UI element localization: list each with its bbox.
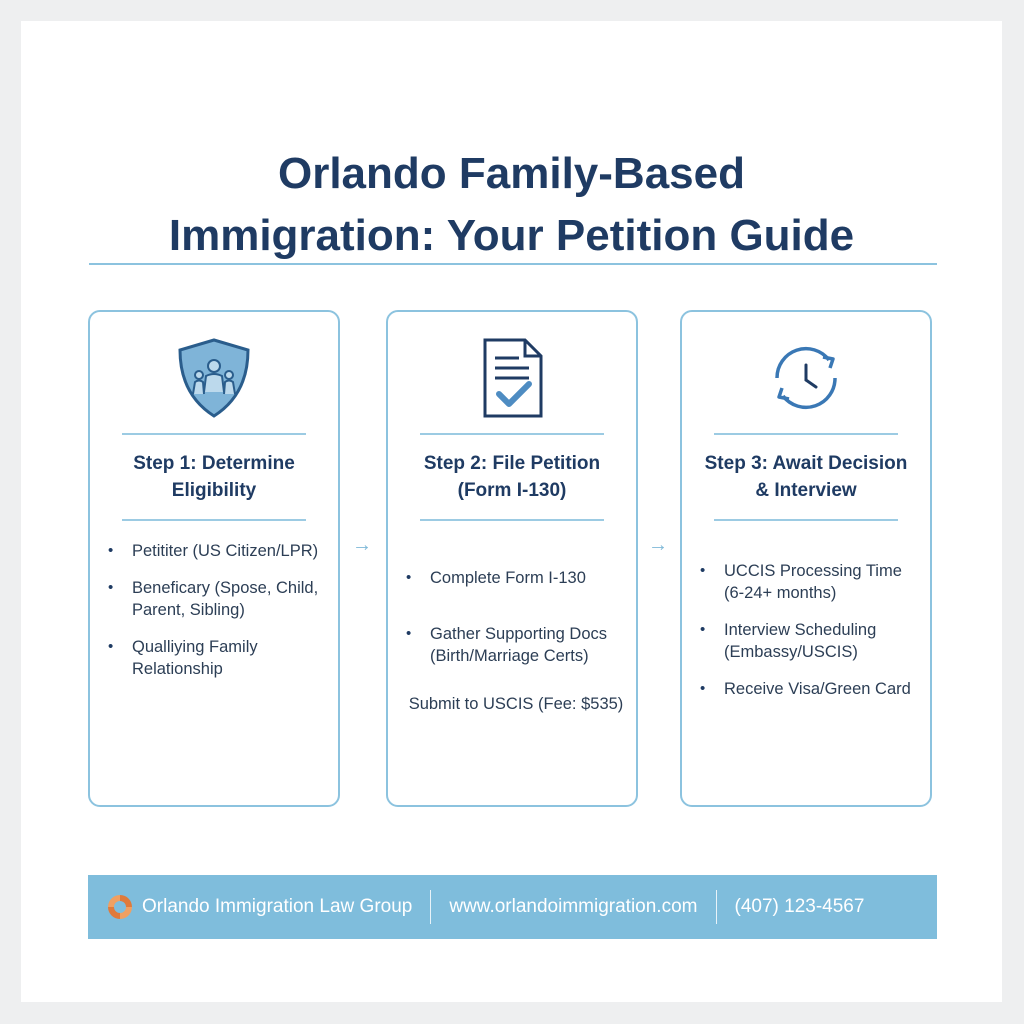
list-item: • UCCIS Processing Time (6-24+ months) [698, 560, 922, 604]
step-2-heading-line-1: Step 2: File Petition [423, 453, 601, 474]
footer-divider [716, 890, 717, 924]
step-2-list [404, 567, 628, 730]
website-link[interactable]: www.orlandoimmigration.com [449, 896, 698, 917]
step-1-card [88, 310, 340, 807]
step-2-heading [398, 450, 626, 510]
title-line-1: Orlando Family-Based [277, 149, 745, 198]
footer-divider [430, 890, 431, 924]
list-item: • Qualliying Family Relationship [106, 636, 330, 680]
orange-swirl-logo-icon [106, 893, 134, 921]
arrow-icon: → [352, 534, 372, 556]
step-1-top-divider [122, 433, 306, 435]
list-item: Submit to USCIS (Fee: $535) [408, 695, 624, 713]
step-2-card [386, 310, 638, 807]
step-2-bottom-divider [420, 519, 604, 521]
step-1-bottom-divider [122, 519, 306, 521]
step-1-heading [100, 450, 328, 510]
firm-name: Orlando Immigration Law Group [142, 896, 413, 917]
contact-footer [88, 875, 937, 939]
step-1-list [106, 540, 330, 695]
step-3-heading-line-1: Step 3: Await Decision [704, 453, 908, 474]
step-3-top-divider [714, 433, 898, 435]
step-3-heading [692, 450, 920, 510]
list-item: • Complete Form I-130 [404, 567, 628, 589]
list-item: • Gather Supporting Docs (Birth/Marriage Certs) [404, 623, 628, 667]
arrow-icon: → [648, 534, 668, 556]
document-check-icon [388, 334, 636, 422]
list-item: • Petititer (US Citizen/LPR) [106, 540, 330, 562]
family-shield-icon [90, 334, 338, 422]
infographic-card [21, 21, 1002, 1002]
title-divider [89, 263, 937, 265]
clock-cycle-icon [682, 334, 930, 422]
step-2-heading-line-2: (Form I-130) [457, 480, 567, 501]
step-1-heading-line-1: Step 1: Determine [133, 453, 295, 474]
title-line-2: Immigration: Your Petition Guide [168, 211, 855, 260]
page-title [21, 143, 1002, 267]
step-3-heading-line-2: & Interview [755, 480, 857, 501]
step-3-list [698, 560, 922, 715]
footer-firm [88, 893, 412, 921]
list-item: • Interview Scheduling (Embassy/USCIS) [698, 619, 922, 663]
list-item: • Receive Visa/Green Card [698, 678, 922, 700]
step-1-heading-line-2: Eligibility [171, 480, 257, 501]
phone-number[interactable]: (407) 123-4567 [734, 896, 865, 917]
step-2-top-divider [420, 433, 604, 435]
list-item: • Beneficary (Spose, Child, Parent, Sibling) [106, 577, 330, 621]
step-3-card [680, 310, 932, 807]
step-3-bottom-divider [714, 519, 898, 521]
